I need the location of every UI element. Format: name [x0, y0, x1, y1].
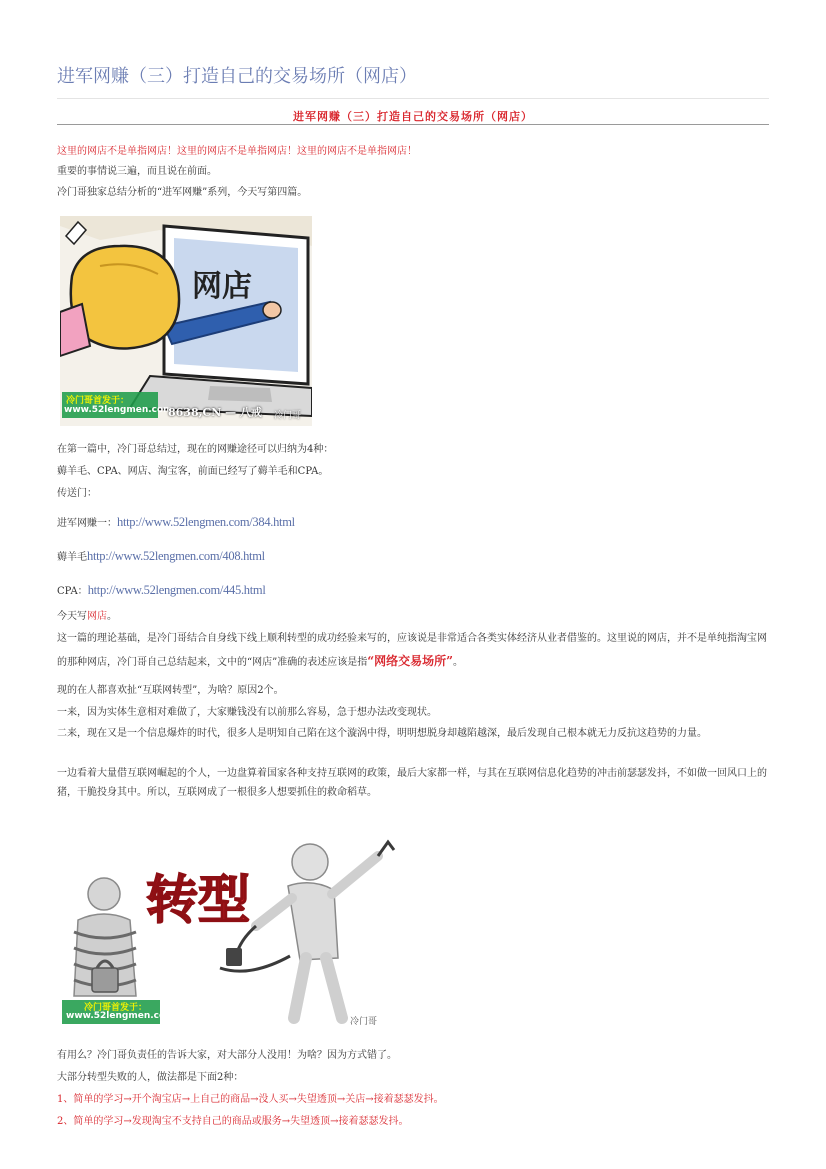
online-shop-illustration — [60, 216, 312, 426]
watermark-url: www.52lengmen.com — [66, 1011, 175, 1021]
list-item: 1、简单的学习→开个淘宝店→上自己的商品→没人买→失望透顶→关店→接着瑟瑟发抖。 — [57, 1094, 444, 1105]
reason-line: 一边看着大量借互联网崛起的个人，一边盘算着国家各种支持互联网的政策，最后大家都一样，与其在互联网信息化趋势的冲击前瑟瑟发抖，不如做一回风口上的猪，干脆投身其中。所以，互联网成了一根很多人想要抓住的救命稻草。 — [57, 768, 767, 798]
link-row-3 — [57, 580, 769, 602]
article-title-underline — [57, 124, 769, 125]
caption-overlay: 8638,CN — 八戒 — [168, 406, 262, 419]
screen-shop-label: 网店 — [192, 269, 252, 304]
today-prefix: 今天写 — [57, 611, 87, 622]
list-item: 2、简单的学习→发现淘宝不支持自己的商品或服务→失望透顶→接着瑟瑟发抖。 — [57, 1116, 409, 1127]
transformation-illustration — [60, 828, 404, 1034]
outro-line: 有用么？冷门哥负责任的告诉大家，对大部分人没用！为啥？因为方式错了。 — [57, 1050, 397, 1061]
theory-emphasis: “网络交易场所” — [367, 654, 454, 668]
link-label: 进军网赚一： — [57, 518, 117, 529]
section-line: 薅羊毛、CPA、网店、淘宝客，前面已经写了薅羊毛和CPA。 — [57, 466, 329, 477]
link-label: 薅羊毛 — [57, 552, 87, 563]
outro-line: 大部分转型失败的人，做法都是下面2种： — [57, 1072, 244, 1083]
article-link[interactable]: http://www.52lengmen.com/408.html — [87, 549, 265, 563]
watermark-line: 冷门哥首发于： — [84, 1003, 148, 1013]
link-label: CPA： — [57, 586, 88, 597]
intro-line: 冷门哥独家总结分析的“进军网赚”系列，今天写第四篇。 — [57, 187, 308, 198]
title-divider — [57, 98, 769, 99]
reason-line: 二来，现在又是一个信息爆炸的时代，很多人是明知自己陷在这个漩涡中得，明明想脱身却越陷越深，最后发现自己根本就无力反抗这趋势的力量。 — [57, 728, 707, 739]
theory-paragraph — [57, 628, 769, 674]
theory-end: 。 — [453, 657, 464, 668]
transformation-headline: 转型 — [146, 871, 251, 931]
author-mark: 冷门哥 — [350, 1017, 378, 1027]
reason-line: 一来，因为实体生意相对难做了，大家赚钱没有以前那么容易，急于想办法改变现状。 — [57, 707, 437, 718]
intro-line: 重要的事情说三遍，而且说在前面。 — [57, 166, 217, 177]
today-suffix: 。 — [107, 611, 117, 622]
section-line: 在第一篇中，冷门哥总结过，现在的网赚途径可以归纳为4种： — [57, 444, 334, 455]
theory-text: 这一篇的理论基础，是冷门哥结合自身线下线上顺利转型的成功经验来写的，应该说是非常适合各类实体经济从业者借鉴的。这里说的网店，并不是单纯指淘宝网的那种网店，冷门哥自己总结起来，文中的“网店”准确的表述应该是指 — [57, 633, 767, 668]
today-line — [57, 607, 769, 627]
article-link[interactable]: http://www.52lengmen.com/384.html — [117, 515, 295, 529]
page-title: 进军网赚（三）打造自己的交易场所（网店） — [57, 66, 417, 87]
warning-text: 这里的网店不是单指网店！这里的网店不是单指网店！这里的网店不是单指网店！ — [57, 146, 417, 157]
watermark-line: 冷门哥首发于： — [66, 396, 130, 406]
article-link[interactable]: http://www.52lengmen.com/445.html — [87, 583, 266, 597]
article-title: 进军网赚（三）打造自己的交易场所（网店） — [293, 110, 533, 123]
today-highlight: 网店 — [87, 611, 107, 622]
link-row-1 — [57, 512, 769, 534]
link-row-2 — [57, 546, 769, 568]
watermark-url: www.52lengmen.com — [64, 405, 173, 415]
reason-line: 现的在人都喜欢扯“互联网转型”，为啥？原因2个。 — [57, 685, 284, 696]
section-line: 传送门： — [57, 488, 97, 499]
author-mark: 冷门哥 — [274, 411, 302, 421]
